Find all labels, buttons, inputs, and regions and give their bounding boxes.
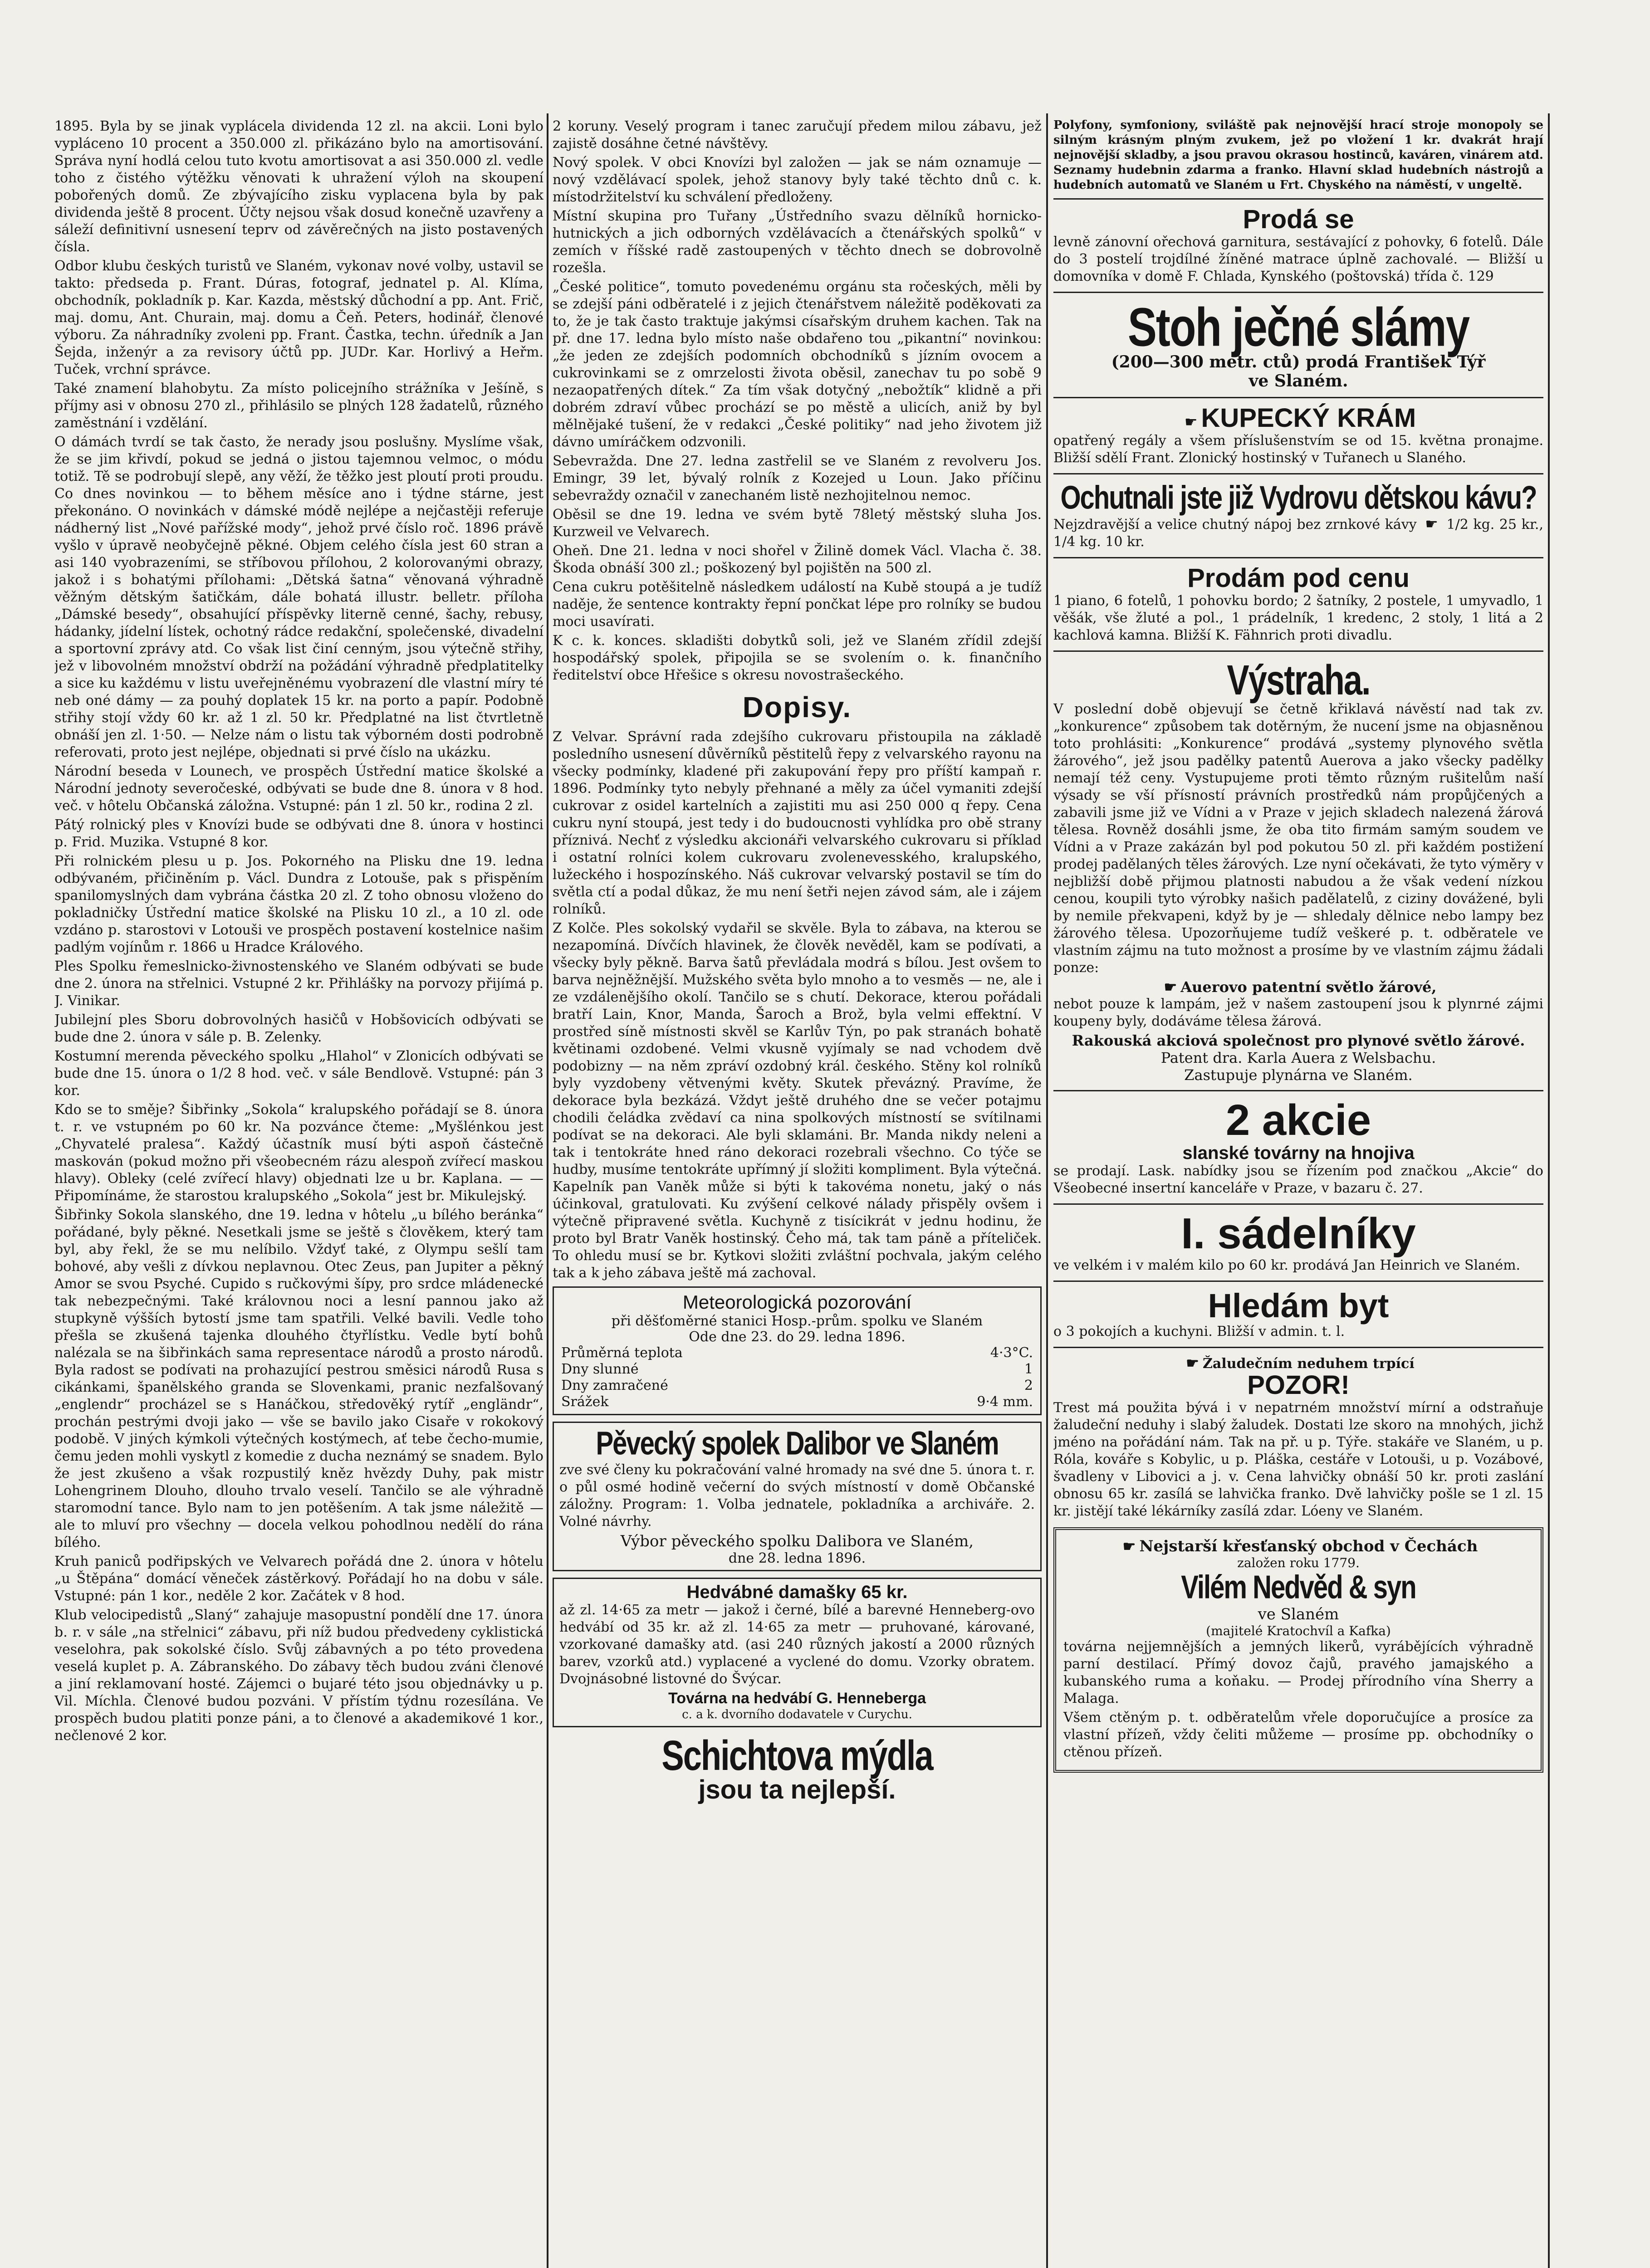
ad-pozor bbox=[1053, 1354, 1543, 1520]
article-paragraph: Sebevražda. Dne 27. ledna zastřelil se ve Slaném z revolveru Jos. Emingr, 39 let, bývalý rolník z Kozejed u Loun. Jako příčinu sebevraždy označil v zanechaném listě nezhojitelnou nemoc. bbox=[553, 453, 1042, 503]
meteo-label: Průměrná teplota bbox=[561, 1345, 683, 1361]
ad-akcie bbox=[1053, 1098, 1543, 1197]
ad-patent: Auerovo patentní světlo žárové, bbox=[1180, 978, 1437, 996]
ad-vystraha bbox=[1053, 658, 1543, 1084]
ad-prodam bbox=[1053, 565, 1543, 644]
ad-lead: Žaludečním neduhem trpící bbox=[1202, 1356, 1415, 1372]
ad-price: 1/2 kg. 25 kr., 1/4 kg. 10 kr. bbox=[1053, 517, 1543, 550]
meteo-value: 2 bbox=[1024, 1378, 1033, 1393]
ad-text: o 3 pokojích a kuchyni. Bližší v admin. t. l. bbox=[1053, 1324, 1345, 1340]
ad-text: ve velkém i v malém kilo po 60 kr. prodává Jan Heinrich ve Slaném. bbox=[1053, 1257, 1521, 1273]
ad-text: nebot pouze k lampám, jež v našem zastoupení jsou k plynrné zájmi koupeny byly, dodáváme tělesa žárová. bbox=[1053, 996, 1543, 1030]
article-paragraph: Ples Spolku řemeslnicko-živnostenského ve Slaném odbývati se bude dne 2. února na střelnici. Vstupné 2 kr. Přihlášky na porvozy přijímá p. J. Vinikar. bbox=[54, 958, 543, 1009]
ad-date: dne 28. ledna 1896. bbox=[728, 1550, 866, 1566]
ad-text: levně zánovní ořechová garnitura, sestávající z pohovky, 6 fotelů. Dále do 3 postelí trojdílné žíněné matrace úplně zachovalé. — Bližší u domovníka v domě F. Chlada, Kynského (poštovská) třída č. 129 bbox=[1053, 234, 1543, 284]
article-paragraph: Při rolnickém plesu u p. Jos. Pokorného na Plisku dne 19. ledna odbývaném, přičiněním p. Václ. Dundra z Lotouše, pak s přispěním spanilomyslných dam vybrána částka 20 zl. Z toho obnosu vloženo do pokladničky Ústřední matice školské na Plisku 10 zl., a 10 zl. ode vzdáno p. starostovi v Lotouši ve prospěch postavení kostelnice našim padlým vojínům r. 1866 u Hradce Králového. bbox=[54, 853, 543, 955]
article-paragraph: Jubilejní ples Sboru dobrovolných hasičů v Hobšovicích odbývati se bude dne 2. února v sále p. B. Zelenky. bbox=[54, 1012, 543, 1045]
article-paragraph: Oběsil se dne 19. ledna ve svém bytě 78letý městský sluha Jos. Kurzweil ve Velvarech. bbox=[553, 507, 1042, 540]
meteo-value: 4·3°C. bbox=[990, 1345, 1033, 1361]
ad-text: se prodají. Lask. nabídky jsou se řízením pod značkou „Akcie“ do Všeobecné insertní kanceláře v Praze, v bazaru č. 27. bbox=[1053, 1163, 1543, 1196]
meteo-label: Dny zamračené bbox=[561, 1378, 668, 1393]
ad-rep: Zastupuje plynárna ve Slaném. bbox=[1184, 1066, 1413, 1084]
column-right bbox=[1053, 118, 1543, 1780]
ad-title: POZOR! bbox=[1247, 1370, 1350, 1400]
divider bbox=[1053, 292, 1543, 293]
ad-proda bbox=[1053, 206, 1543, 285]
ad-title: Prodám pod cenu bbox=[1187, 563, 1410, 593]
divider bbox=[1053, 473, 1543, 474]
divider bbox=[1053, 1347, 1543, 1348]
column-rule bbox=[547, 113, 548, 2268]
pointing-hand-icon: ☛ bbox=[1186, 1354, 1199, 1372]
ad-place: ve Slaném bbox=[1258, 1605, 1339, 1624]
ad-title bbox=[1053, 405, 1543, 432]
ad-sadelniky bbox=[1053, 1211, 1543, 1274]
divider bbox=[1053, 198, 1543, 200]
article-paragraph: Kdo se to směje? Šibřinky „Sokola“ kralupského pořádají se 8. února t. r. ve vstupném po 60 kr. Na pozvánce čteme: „Myšlénkou jest „Chyvatelé pralesa“. Každý účastník musí býti aspoň částečně maskován (pokud možno při všeobecném rázu alespoň zvířecí maskou hlavy). Obleky (celé zvířecí hlavy) objednati lze u br. Kaplana. — — Připomínáme, že starostou kralupského „Sokola“ jest br. Mikulejský. bbox=[54, 1102, 543, 1204]
ad-founded: založen roku 1779. bbox=[1237, 1555, 1360, 1571]
meteo-label: Srážek bbox=[561, 1394, 609, 1410]
ad-title: Stoh ječné slámy bbox=[1127, 297, 1469, 358]
ad-dalibor bbox=[553, 1422, 1042, 1571]
meteo-title: Meteorologická pozorování bbox=[682, 1291, 912, 1313]
article-paragraph: Oheň. Dne 21. ledna v noci shořel v Žilině domek Václ. Vlacha č. 38. Škoda obnáší 300 zl.; poškozený byl pojištěn na 500 zl. bbox=[553, 543, 1042, 576]
ad-title: Vilém Nedvěd & syn bbox=[1181, 1569, 1416, 1606]
meteo-subtitle: při děšťoměrné stanici Hosp.-prům. spolku ve Slaném bbox=[611, 1313, 983, 1329]
ad-title: Hledám byt bbox=[1208, 1286, 1389, 1325]
ad-title: Schichtova mýdla bbox=[661, 1732, 933, 1779]
ad-text: 1 piano, 6 fotelů, 1 pohovku bordo; 2 šatníky, 2 postele, 1 umyvadlo, 1 věšák, vše žluté a pol., 1 prádelník, 1 kredenc, 2 stoly, 1 litá a 2 kachlová kamna. Bližší K. Fähnrich proti divadlu. bbox=[1053, 593, 1543, 644]
divider bbox=[1053, 1203, 1543, 1205]
pointing-hand-icon: ☛ bbox=[1164, 978, 1177, 996]
divider bbox=[1053, 1281, 1543, 1282]
section-heading-dopisy: Dopisy. bbox=[742, 691, 852, 723]
meteo-table bbox=[559, 1345, 1035, 1410]
pointing-hand-icon: ☛ bbox=[1425, 515, 1438, 533]
ad-place: ve Slaném. bbox=[1249, 371, 1348, 391]
ad-title-text: KUPECKÝ KRÁM bbox=[1201, 403, 1416, 433]
article-paragraph: Pátý rolnický ples v Knovízi bude se odbývati dne 8. února v hostinci p. Frid. Muzika. Vstupné 8 kor. bbox=[54, 817, 543, 850]
meteo-value: 1 bbox=[1024, 1361, 1033, 1377]
article-paragraph: Šibřinky Sokola slanského, dne 19. ledna v hôtelu „u bílého beránka“ pořádané, byly pěkné. Nesetkali jsme se ještě s člověkem, který tam byl, aby řekl, že se mu nelíbilo. Vždyť také, z Olympu sešlí tam bohové, aby vešli z dívkou neplavnou. Otec Zeus, pan Jupiter a pěkný Amor se svou Psyché. Cupido s ručkovými šípy, pro srdce mládenecké tak nebezpečnými. Také královnou noci a lesní pannou jako až stupkyně výšších bytostí jsme tam spatřili. Velké bavili. Vedle toho přešla se zkušená tajenka dlouhého čtyřlístku. Vedle bytí bohů nalézala se na šibřinkách sama representace národů a prosto národů. Byla radost se podívati na prohazující pestrou směsici národů Rusa s cikánkami, španělského granda se Slovenkami, pranic nezfalšovaný „englendr“ procházel se s Hanáčkou, středověký rytíř „engländr“, prochán pestrými dvoji jako — vše se bavilo jako Cisaře v rokokový podobě. V jiných kýmkoli výtečných kostýmech, ať tebe čecho-mumie, čemu jeden mohli vyskytl z komedie z ducha neznámý se snadem. Bylo že jest zkušeno a však rozpustilý kněz hvězdy Duhy, pak mistr Lohengrinem Dlouho, dlouho trvalo veselí. Tančilo se ale výhradně staromodní tance. Bylo nam to jen potěšením. A tak jsme náležitě — ale to mluví pro všechny — docela velkou pohodlnou nedělí do rána bílého. bbox=[54, 1207, 543, 1550]
article-paragraph: K c. k. konces. skladišti dobytků soli, jež ve Slaném zřídil zdejší hospodářský spolek, připojila se se svolením o. k. finančního ředitelství obce Hřešice s okresu novostrašeckého. bbox=[553, 633, 1042, 683]
ad-text-main: Nejzdravější a velice chutný nápoj bez zrnkové kávy bbox=[1053, 517, 1417, 533]
table-row bbox=[559, 1394, 1035, 1410]
ad-title: Pěvecký spolek Dalibor ve Slaném bbox=[596, 1425, 999, 1462]
ad-text: opatřený regály a všem příslušenstvím se od 15. května pronajme. Bližší sdělí Frant. Zlonický hostinský v Tuřanech u Slaného. bbox=[1053, 432, 1543, 466]
ad-title: Prodá se bbox=[1243, 205, 1354, 234]
ad-text: V poslední době objevují se četně křiklavá návěstí nad tak zv. „konkurence“ způsobem tak dotěrným, že nucení jsme na objasněnou toto prohlásiti: „Konkurence“ prodává „systemy plynového světla žárového“, jež jsou padělky patentů Auerova a jako všecky padělky nemají též ceny. Vystupujeme proti těmto různým rušitelům naší výsady se vší přísností právních prostředků nám propůjčených a zabavili jsme již ve Vídni a v Praze v jejich skladech nalezená žárová tělesa. Rovněž dosáhli jsme, že oba tito firmám samým soudem ve Vídni a v Praze zakázán byl pod pokutou 50 zl. při každém postižení prodej padělaných těles žárových. Lze nyní očekávati, že tyto výměry v nejbližší době přijmou platnosti nabudou a že však vedení nízkou cenou, koupili tyto výrobky našich padělatelů, z ciziny dovážené, byli by nemile překvapeni, když by je — shledaly dělnice nebo lampy bez žárového tělesa. Upozorňujeme tudíž veškeré p. t. odběratele ve vlastním zájmu na tuto možnost a prosíme by ve vlastním zájmu žádali ponze: bbox=[1053, 701, 1543, 976]
ad-title: 2 akcie bbox=[1225, 1096, 1371, 1145]
ad-text: Trest má použita bývá i v nepatrném množství mírní a odstraňuje žaludeční neduhy i slabý žaludek. Dostati lze skoro na mnohých, jichž jméno na pořádání nám. Tak na př. u p. Týře. stakáře ve Slaném, u p. Róla, kováře s Kobylic, u p. Pláška, cestáře v Lotouši, u p. Vozábové, švadleny v Libovici a j. v. Cena lahvičky obnáší 50 kr. proti zaslání obnosu 65 kr. zasílá se lahvička franko. Dvě lahvičky pošle se 1 zl. 15 kr. jistějí také lékárníky zasílá zdar. Lóeny ve Slaném. bbox=[1053, 1400, 1543, 1520]
column-middle bbox=[553, 118, 1042, 1810]
ad-kava bbox=[1053, 481, 1543, 551]
ad-schicht bbox=[553, 1734, 1042, 1804]
ad-text: Všem ctěným p. t. odběratelům vřele doporučujíce a prosíce za vlastní přízeň, vždy čeliti můžeme — prosíme pp. obchodníky o ctěnou přízeň. bbox=[1063, 1710, 1533, 1760]
table-row bbox=[559, 1378, 1035, 1394]
ad-subtitle: jsou ta nejlepší. bbox=[698, 1774, 896, 1804]
ad-title: Hedvábné damašky 65 kr. bbox=[686, 1582, 908, 1602]
article-paragraph: „České politice“, tomuto povedenému orgánu sta ročeských, měli by se zdejší páni odběratelé i z jejich čtenářstvem náležitě poděkovati za to, že je tak často traktuje jakýmsi císařským druhem kachen. Tak na př. dne 17. ledna bylo místo naše obdařeno tou „pikantní“ novinkou: „že jeden ze zdejších podomních obchodníků s jízním ovocem a cukrovinkami se z omrzelosti života oběsil, zanechav tu po sobě 9 nezaopatřených dítek.“ Za tím však dotyčný „nebožtík“ klidně a při dobrém zdraví vůbec prochází se po městě a ulicích, aniž by byl mělnějaké tušení, že v redakci „České politiky“ nad jeho životem již dávno umíráčkem odzvonili. bbox=[553, 279, 1042, 450]
ad-text: až zl. 14·65 za metr — jakož i černé, bílé a barevné Henneberg-ovo hedvábí od 35 kr. až zl. 14·65 za metr — pruhované, kárované, vzorkované damašky atd. (asi 240 různých jakostí a 2000 různých barev, vzorků atd.) vyplacené a vyclené do domu. Vzorky obratem. Dvojnásobné listovné do Švýcar. bbox=[559, 1602, 1035, 1687]
article-paragraph: 2 koruny. Veselý program i tanec zaručují předem milou zábavu, jež zajistě dosáhne četné návštěvy. bbox=[553, 118, 1042, 152]
article-paragraph: 1895. Byla by se jinak vyplácela dividenda 12 zl. na akcii. Loni bylo vypláceno 10 procent a 350.000 zl. přikázáno bylo na amortisování. Správa nyní hodlá celou tuto kvotu amortisovat a asi 350.000 zl. vedle toho z čistého výtěžku věnovati k uhražení výloh na skoupení pobořených domů. Ze zbývajícího zisku vyplacena byla by pak dividenda ještě 8 procent. Účty nejsou však dosud konečně uzavřeny a sáleží definitivní usnesení teprv od závěrečných na jisto postavených čísla. bbox=[54, 118, 543, 255]
article-paragraph: Klub velocipedistů „Slaný“ zahajuje masopustní pondělí dne 17. února b. r. v sále „na střelnici“ zábavu, při níž budou předvedeny cyklistická veselohra, pak sokolské číslo. Svůj zábavných a po této provedena veselá kuplet p. A. Zábranského. Do zábavy těch budou zváni členové a jiní reklamovaní hosté. Zájemci o bujaré této jsou objednávky u p. Vil. Míchla. Členové budou pozváni. V přístím týdnu rozesílána. Ve prospěch budou platiti ponze páni, a to členové a akademikové 1 kor., nečlenové 2 kor. bbox=[54, 1607, 543, 1744]
ad-footer: Továrna na hedvábí G. Henneberga bbox=[668, 1689, 926, 1707]
ad-slama bbox=[1053, 299, 1543, 391]
meteo-date: Ode dne 23. do 29. ledna 1896. bbox=[689, 1329, 906, 1345]
article-paragraph: Nový spolek. V obci Knovízi byl založen — jak se nám oznamuje — nový vzdělávací spolek, jehož stanovy byly také těchto dnů c. k. místodržitelství ku schválení předloženy. bbox=[553, 155, 1042, 205]
divider bbox=[1053, 650, 1543, 652]
ad-footer-sub: c. a k. dvorního dodavatele v Curychu. bbox=[682, 1707, 912, 1721]
ad-text bbox=[1053, 515, 1543, 551]
ad-lead-line bbox=[1053, 1354, 1543, 1372]
ad-kram bbox=[1053, 405, 1543, 467]
article-paragraph: O dámách tvrdí se tak často, že nerady jsou poslušny. Myslíme však, že se jim křivdí, pokud se jedná o jistou tajemnou velmoc, o módu totiž. Tě se podrobují slepě, any věží, že těžko jest ploutí proti proudu. Co dnes novinkou — to během měsíce ano i týdne stárne, jest překonáno. O novinkách v dámské módě nejlépe a nejčastěji referuje nádherný list „Nové pařížské mody“, jehož prvé číslo roč. 1896 právě vyšlo v úpravě neobyčejně pěkné. Objem celého čísla jest 60 stran a asi 140 vyobrazeními, se stříbovou přílohou, 2 kolorovanými obrazy, jakož i s bohatými přílohami: „Dětská šatna“ věnovaná výhradně věžným dětským šatičkám, dále bohatá illustr. belletr. příloha „Dámské besedy“, obsahující příspěvky literně cenné, šachy, rebusy, hádanky, jídelní lístek, ochotný rádce redakční, společenské, divadelní a sportovní zprávy atd. Co však list činí cenným, jsou výtečně střihy, jež v libovolném množství obdrží na požádání výhradně předplatitelky a sice ku každému v listu uveřejněnému vyobrazení dle vlastní míry té neb oné dámy — za pouhý doplatek 15 kr. na porto a papír. Podobně střihy stojí vždy 60 kr. až 1 zl. 50 kr. Předplatné na list čtvrtletně obnáší jen zl. 1·50. — Nelze nám o listu tak výborném dosti podrobně referovati, proto jest nejlépe, objednati si prvé číslo na ukázku. bbox=[54, 434, 543, 760]
ad-title: Ochutnali jste již Vydrovu dětskou kávu? bbox=[1060, 479, 1537, 516]
ad-henneberg bbox=[553, 1578, 1042, 1727]
ad-company: Rakouská akciová společnost pro plynové světlo žárové. bbox=[1072, 1032, 1525, 1050]
article-paragraph: Z Kolče. Ples sokolský vydařil se skvěle. Byla to zábava, na kterou se nezapomíná. Dívčích hlavinek, že člověk nevěděl, kam se podívati, a všecky byly pěkně. Barva šatů převládala modrá s bílou. Jest ovšem to barva nejněžnější. Mužského světa bylo mnoho a to vesměs — ne, ale i ze vzdálenějšího okolí. Tančilo se s chutí. Dekorace, kterou pořádali bratří Lain, Knor, Manda, Šaroch a Brož, byla velmi effektní. V prostřed síně místnosti skvěl se Karlův Týn, po pak stranách bohatě květinami ozdobené. Velmi vkusně vyjímaly se nad vchodem dvě podobizny — na něm zpráví ozdobný král. českého. Stěny kol rolníků byly vyzdobeny větvenými květy. Skutek převázný. Pravíme, že dekorace byla bezkázá. Vždyt ještě druhého dne se večer potajmu chodili čeládka zvědaví ca nina spolkových místností se svítilnami podívat se na dekoraci. Ale byli sklamáni. Br. Manda nikdy neleni a tak i tentokráte hned ráno dekoraci rozebrali všechno. Co týče se hudby, musíme tentokráte upřímný jí složiti kompliment. Byla výtečná. Kapelník pan Vaněk může si býti k takovéma nonetu, jaký o nás účinkoval, gratulovati. Ku zvýšení celkové nálady přispěly ovšem i výtečně připravené světla. Kuchyně z tisícikrát v jednu hodinu, že proto byl Bratr Vaněk hostinský. Čeho má, tak tam páně a příteliček. To ohledu musí se br. Kytkovi složiti zvláštní pochvala, jakým celého tak a k jeho zábava ještě má zachoval. bbox=[553, 920, 1042, 1281]
ad-nedved bbox=[1053, 1527, 1543, 1773]
table-row bbox=[559, 1345, 1035, 1361]
ad-owner: (majitelé Kratochvíl a Kafka) bbox=[1206, 1623, 1391, 1639]
column-rule bbox=[1548, 113, 1550, 2268]
article-paragraph: Také znamení blahobytu. Za místo policejního strážníka v Ješíně, s příjmy asi v obnosu 270 zl., přihlásilo se plných 128 žadatelů, různého zaměstnání i vzdělání. bbox=[54, 381, 543, 431]
ad-title: I. sádelníky bbox=[1181, 1209, 1416, 1258]
article-paragraph: Kostumní merenda pěveckého spolku „Hlahol“ v Zlonicích odbývati se bude dne 15. února o 1/2 8 hod. več. v sále Bendlově. Vstupné: pán 3 kor. bbox=[54, 1048, 543, 1099]
meteo-label: Dny slunné bbox=[561, 1361, 639, 1377]
meteo-box bbox=[553, 1286, 1042, 1415]
article-paragraph: Odbor klubu českých turistů ve Slaném, vykonav nové volby, ustavil se takto: předseda p. Frant. Dúras, fotograf, jednatel p. Al. Klíma, obchodník, pokladník p. Kar. Kazda, městský důchodní a pp. Ant. Frič, maj. domu, Ant. Churain, maj. domu a Čeň. Peters, hodinář, členové výboru. Za náhradníky zvoleni pp. Frant. Častka, techn. úředník a Jan Šejda, inženýr a za revisory účtů pp. JUDr. Kar. Horlivý a Heřm. Tuček, vrchní správce. bbox=[54, 258, 543, 377]
ad-text: továrna nejjemnějších a jemných likerů, vyrábějících výhradně parní destilací. Přímý dovoz čajů, pravého jamajského a kubanského ruma a koňaku. — Prodej přírodního vína Sherry a Malaga. bbox=[1063, 1639, 1533, 1707]
ad-text: zve své členy ku pokračování valné hromady na své dne 5. února t. r. o půl osmé hodině večerní do svých místností v domě Občanské záložny. Program: 1. Volba jednatele, pokladníka a archiváře. 2. Volné návrhy. bbox=[559, 1461, 1035, 1530]
ad-patent-line bbox=[1053, 978, 1543, 996]
divider bbox=[1053, 1090, 1543, 1091]
column-rule bbox=[1046, 113, 1048, 2268]
article-paragraph: Kruh paniců podřipských ve Velvarech pořádá dne 2. února v hôtelu „u Štěpána“ domácí věneček zástěrkový. Pořádají ho na dobu v sále. Vstupné: pán 1 kor., neděle 2 kor. Začátek v 8 hod. bbox=[54, 1554, 543, 1604]
ad-byt bbox=[1053, 1288, 1543, 1341]
ad-subtitle: slanské továrny na hnojiva bbox=[1182, 1143, 1415, 1163]
article-paragraph: Národní beseda v Lounech, ve prospěch Ústřední matice školské a Národní jednoty severočeské, odbývati se bude dne 8. února v 8 hod. več. v hôtelu Občanská záložna. Vstupné: pán 1 zl. 50 kr., rodina 2 zl. bbox=[54, 763, 543, 814]
article-paragraph: Cena cukru potěšitelně následkem událostí na Kubě stoupá a je tudíž naděje, že sentence kontrakty řepní pončkat lépe pro rolníky se budou moci usavírati. bbox=[553, 579, 1042, 630]
pointing-hand-icon: ☛ bbox=[1122, 1538, 1136, 1555]
divider bbox=[1053, 557, 1543, 558]
ad-patentee: Patent dra. Karla Auera z Welsbachu. bbox=[1160, 1049, 1436, 1067]
divider bbox=[1053, 397, 1543, 398]
pointing-hand-icon: ☛ bbox=[1184, 413, 1198, 430]
ad-badge-line bbox=[1063, 1537, 1533, 1555]
article-paragraph: Z Velvar. Správní rada zdejšího cukrovaru přistoupila na základě posledního usnesení důvěrníků pěstitelů řepy z velvarského rayonu na všecky podmínky, kladené při zakupování řepy pro příští kampaň r. 1896. Podmínky tyto nebyly přehnané a měly za účel vymaniti zdejší cukrovar z osidel kartelních a zajistiti mu asi 250 000 q řepy. Cena cukru nyní stoupá, jest tedy i do budoucnosti vyhlídka pro obě strany příznivá. Nechť z výsledku akcionáři velvarského cukrovaru si příklad i ostatní rolníci kolem cukrovaru zvolenevesského, kralupského, lužeckého i hospozínského. Náš cukrovar velvarský postavil se tím do světla ctí a podal důkaz, že mu není šetři nejen závod sám, ale i zájem rolníků. bbox=[553, 729, 1042, 917]
ad-signature: Výbor pěveckého spolku Dalibora ve Slaném, bbox=[620, 1532, 974, 1550]
ad-polyfony: Polyfony, symfoniony, sviláště pak nejnovější hrací stroje monopoly se silným krásným plným zvukem, jež po vložení 1 kr. dvakrát hrají nejnovější skladby, a jsou pravou okrasou hostinců, kaváren, vinárem atd. Seznamy hudebnin zdarma a franko. Hlavní sklad hudebních nástrojů a hudebních automatů ve Slaném u Frt. Chyského na náměstí, v ungeltě. bbox=[1053, 118, 1543, 192]
ad-text: (200—300 metr. ctů) prodá František Týř bbox=[1111, 352, 1486, 371]
article-paragraph: Místní skupina pro Tuřany „Ústředního svazu dělníků hornicko-hutnických a jich odborných vzdělávacích a čtenářských spolků“ v zemích v říšské radě zastoupených v těchto dnech se dobrovolně rozešla. bbox=[553, 208, 1042, 276]
meteo-value: 9·4 mm. bbox=[977, 1394, 1033, 1410]
table-row bbox=[559, 1361, 1035, 1378]
ad-title: Výstraha. bbox=[1227, 656, 1370, 704]
column-left bbox=[54, 118, 543, 1746]
ad-badge: Nejstarší křesťanský obchod v Čechách bbox=[1139, 1537, 1478, 1556]
